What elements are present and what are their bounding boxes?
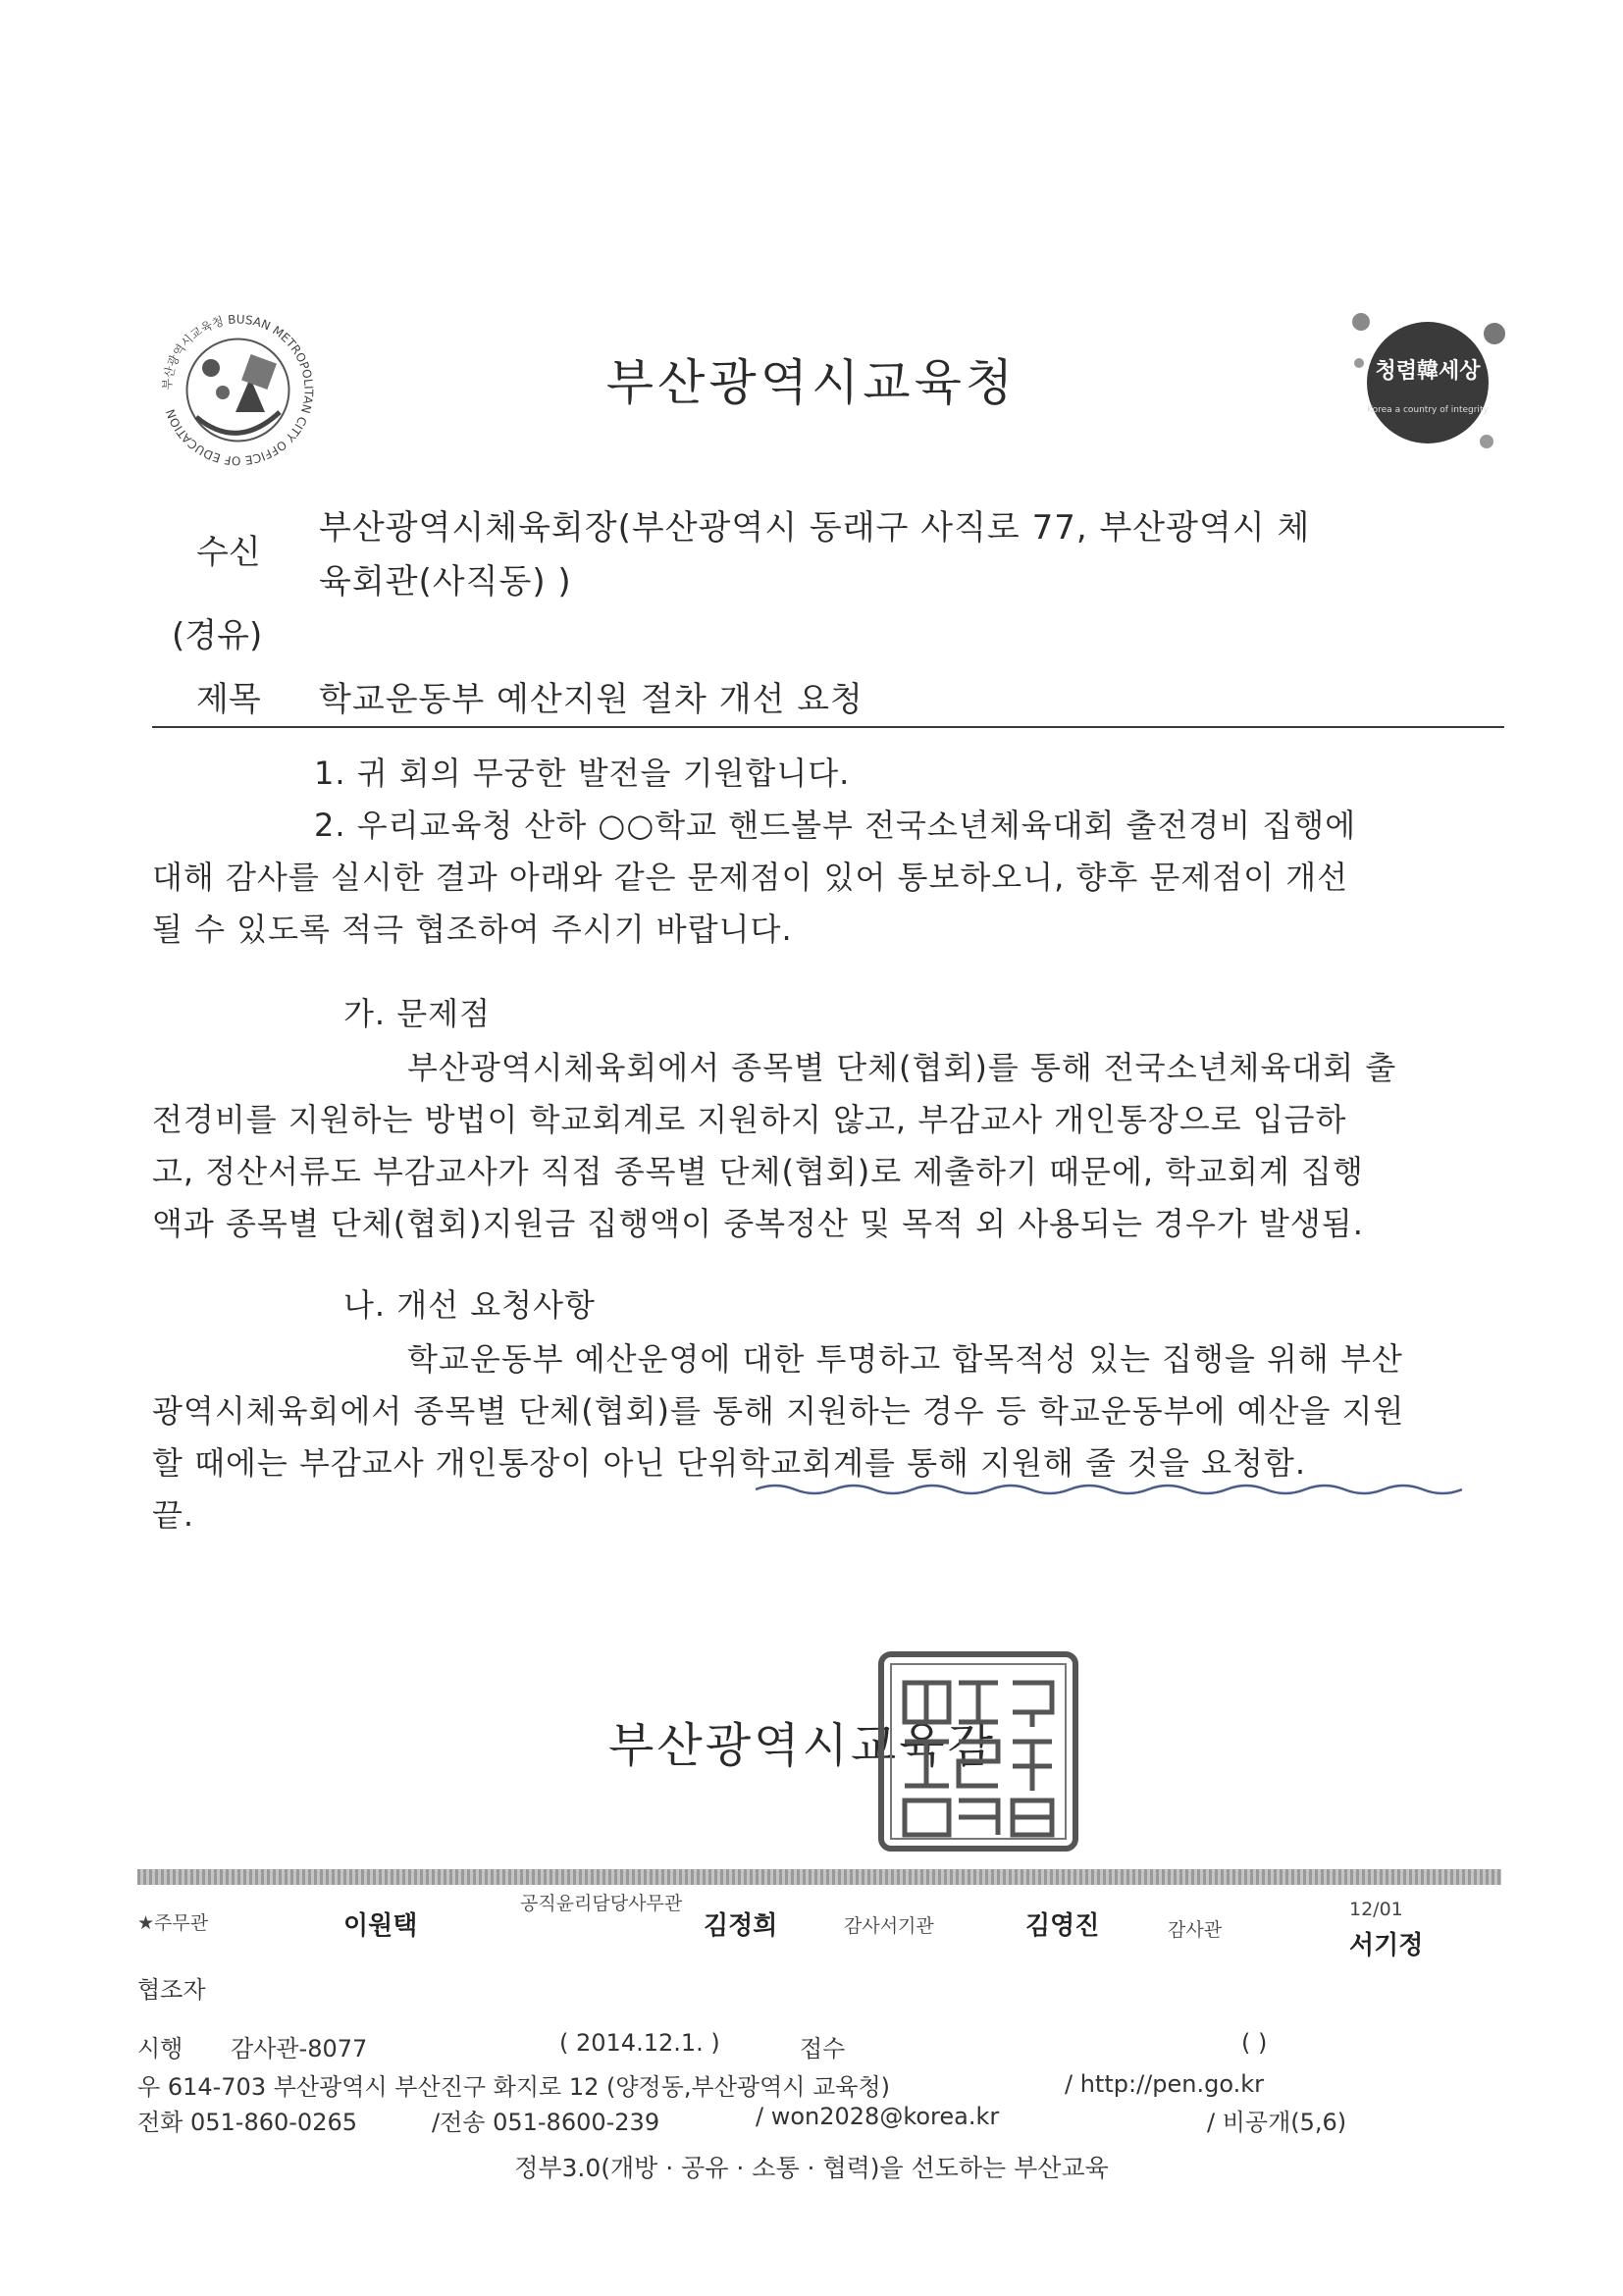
footer-website[interactable]: / http://pen.go.kr — [1065, 2070, 1264, 2098]
body-line-9: 액과 종목별 단체(협회)지원금 집행액이 중복정산 및 목적 외 사용되는 경우가 발생됨. — [152, 1205, 1364, 1242]
section-b-heading: 나. 개선 요청사항 — [343, 1286, 596, 1324]
body-line-2: 2. 우리교육청 산하 ○○학교 핸드볼부 전국소년체육대회 출전경비 집행에 — [314, 807, 1357, 844]
organization-title: 부산광역시교육청 — [605, 354, 1018, 411]
recipient-value-line1: 부산광역시체육회장(부산광역시 동래구 사직로 77, 부산광역시 체 — [319, 508, 1311, 548]
footer-email[interactable]: / won2028@korea.kr — [756, 2103, 1000, 2130]
body-line-7: 전경비를 지원하는 방법이 학교회계로 지원하지 않고, 부감교사 개인통장으로 입금하 — [152, 1101, 1347, 1138]
section-a-heading: 가. 문제점 — [343, 995, 491, 1032]
subject-value: 학교운동부 예산지원 절차 개선 요청 — [319, 680, 864, 719]
via-label: (경유) — [172, 616, 263, 655]
subject-label: 제목 — [196, 680, 261, 719]
approval-name-3: 김영진 — [1025, 1911, 1100, 1941]
approval-name-2: 김정희 — [704, 1911, 778, 1941]
handwritten-underline-icon — [756, 1480, 1462, 1499]
body-line-4: 될 수 있도록 적극 협조하여 주시기 바랍니다. — [152, 911, 793, 948]
approval-role-3: 감사서기관 — [844, 1915, 934, 1937]
body-line-3: 대해 감사를 실시한 결과 아래와 같은 문제점이 있어 통보하오니, 향후 문제점이 개선 — [152, 859, 1349, 896]
emblem-ring-text: 부산광역시교육청 BUSAN METROPOLITAN CITY OFFICE OF EDUCATION — [160, 312, 316, 468]
footer-fax: /전송 051-8600-239 — [432, 2109, 660, 2136]
body-line-1: 1. 귀 회의 무궁한 발전을 기원합니다. — [314, 755, 851, 792]
footer-disclosure: / 비공개(5,6) — [1207, 2109, 1347, 2136]
enforce-label: 시행 — [137, 2035, 183, 2062]
enforce-number: 감사관-8077 — [231, 2035, 368, 2062]
approval-role-2: 공직윤리담당사무관 — [520, 1893, 683, 1914]
body-line-13: 할 때에는 부감교사 개인통장이 아닌 단위학교회계를 통해 지원해 줄 것을 요청함. — [152, 1444, 1306, 1482]
approval-name-1: 이원택 — [343, 1911, 418, 1941]
integrity-logo-subtext: Korea a country of integrity — [1367, 405, 1489, 415]
approval-role-4: 감사관 — [1168, 1919, 1223, 1941]
footer-address: 우 614-703 부산광역시 부산진구 화지로 12 (양정동,부산광역시 교육청) — [137, 2073, 890, 2101]
official-seal-icon — [875, 1648, 1081, 1854]
recipient-label: 수신 — [196, 533, 261, 572]
approval-name-4: 서기정 — [1349, 1931, 1424, 1960]
sender-name: 부산광역시교육감 — [608, 1718, 996, 1773]
body-line-11: 학교운동부 예산운영에 대한 투명하고 합목적성 있는 집행을 위해 부산 — [407, 1340, 1403, 1378]
receipt-blank: ( ) — [1241, 2029, 1268, 2057]
footer-slogan: 정부3.0(개방 · 공유 · 소통 · 협력)을 선도하는 부산교육 — [514, 2154, 1109, 2182]
body-line-8: 고, 정산서류도 부감교사가 직접 종목별 단체(협회)로 제출하기 때문에, 학교회계 집행 — [152, 1153, 1364, 1190]
cooperator-label: 협조자 — [137, 1976, 206, 2004]
body-line-12: 광역시체육회에서 종목별 단체(협회)를 통해 지원하는 경우 등 학교운동부에 예산을 지원 — [152, 1392, 1405, 1430]
receipt-label: 접수 — [800, 2035, 846, 2062]
body-end-mark: 끝. — [152, 1496, 195, 1534]
approval-role-1: ★주무관 — [137, 1912, 209, 1934]
integrity-logo-text: 청렴韓세상 — [1375, 359, 1481, 384]
footer-separator-bar — [137, 1869, 1501, 1885]
footer-phone: 전화 051-860-0265 — [137, 2109, 358, 2136]
approval-date-4: 12/01 — [1349, 1899, 1403, 1920]
recipient-value-line2: 육회관(사직동) ) — [319, 562, 572, 601]
enforce-date: ( 2014.12.1. ) — [559, 2029, 720, 2057]
body-line-6: 부산광역시체육회에서 종목별 단체(협회)를 통해 전국소년체육대회 출 — [407, 1049, 1397, 1086]
subject-divider — [152, 726, 1504, 728]
